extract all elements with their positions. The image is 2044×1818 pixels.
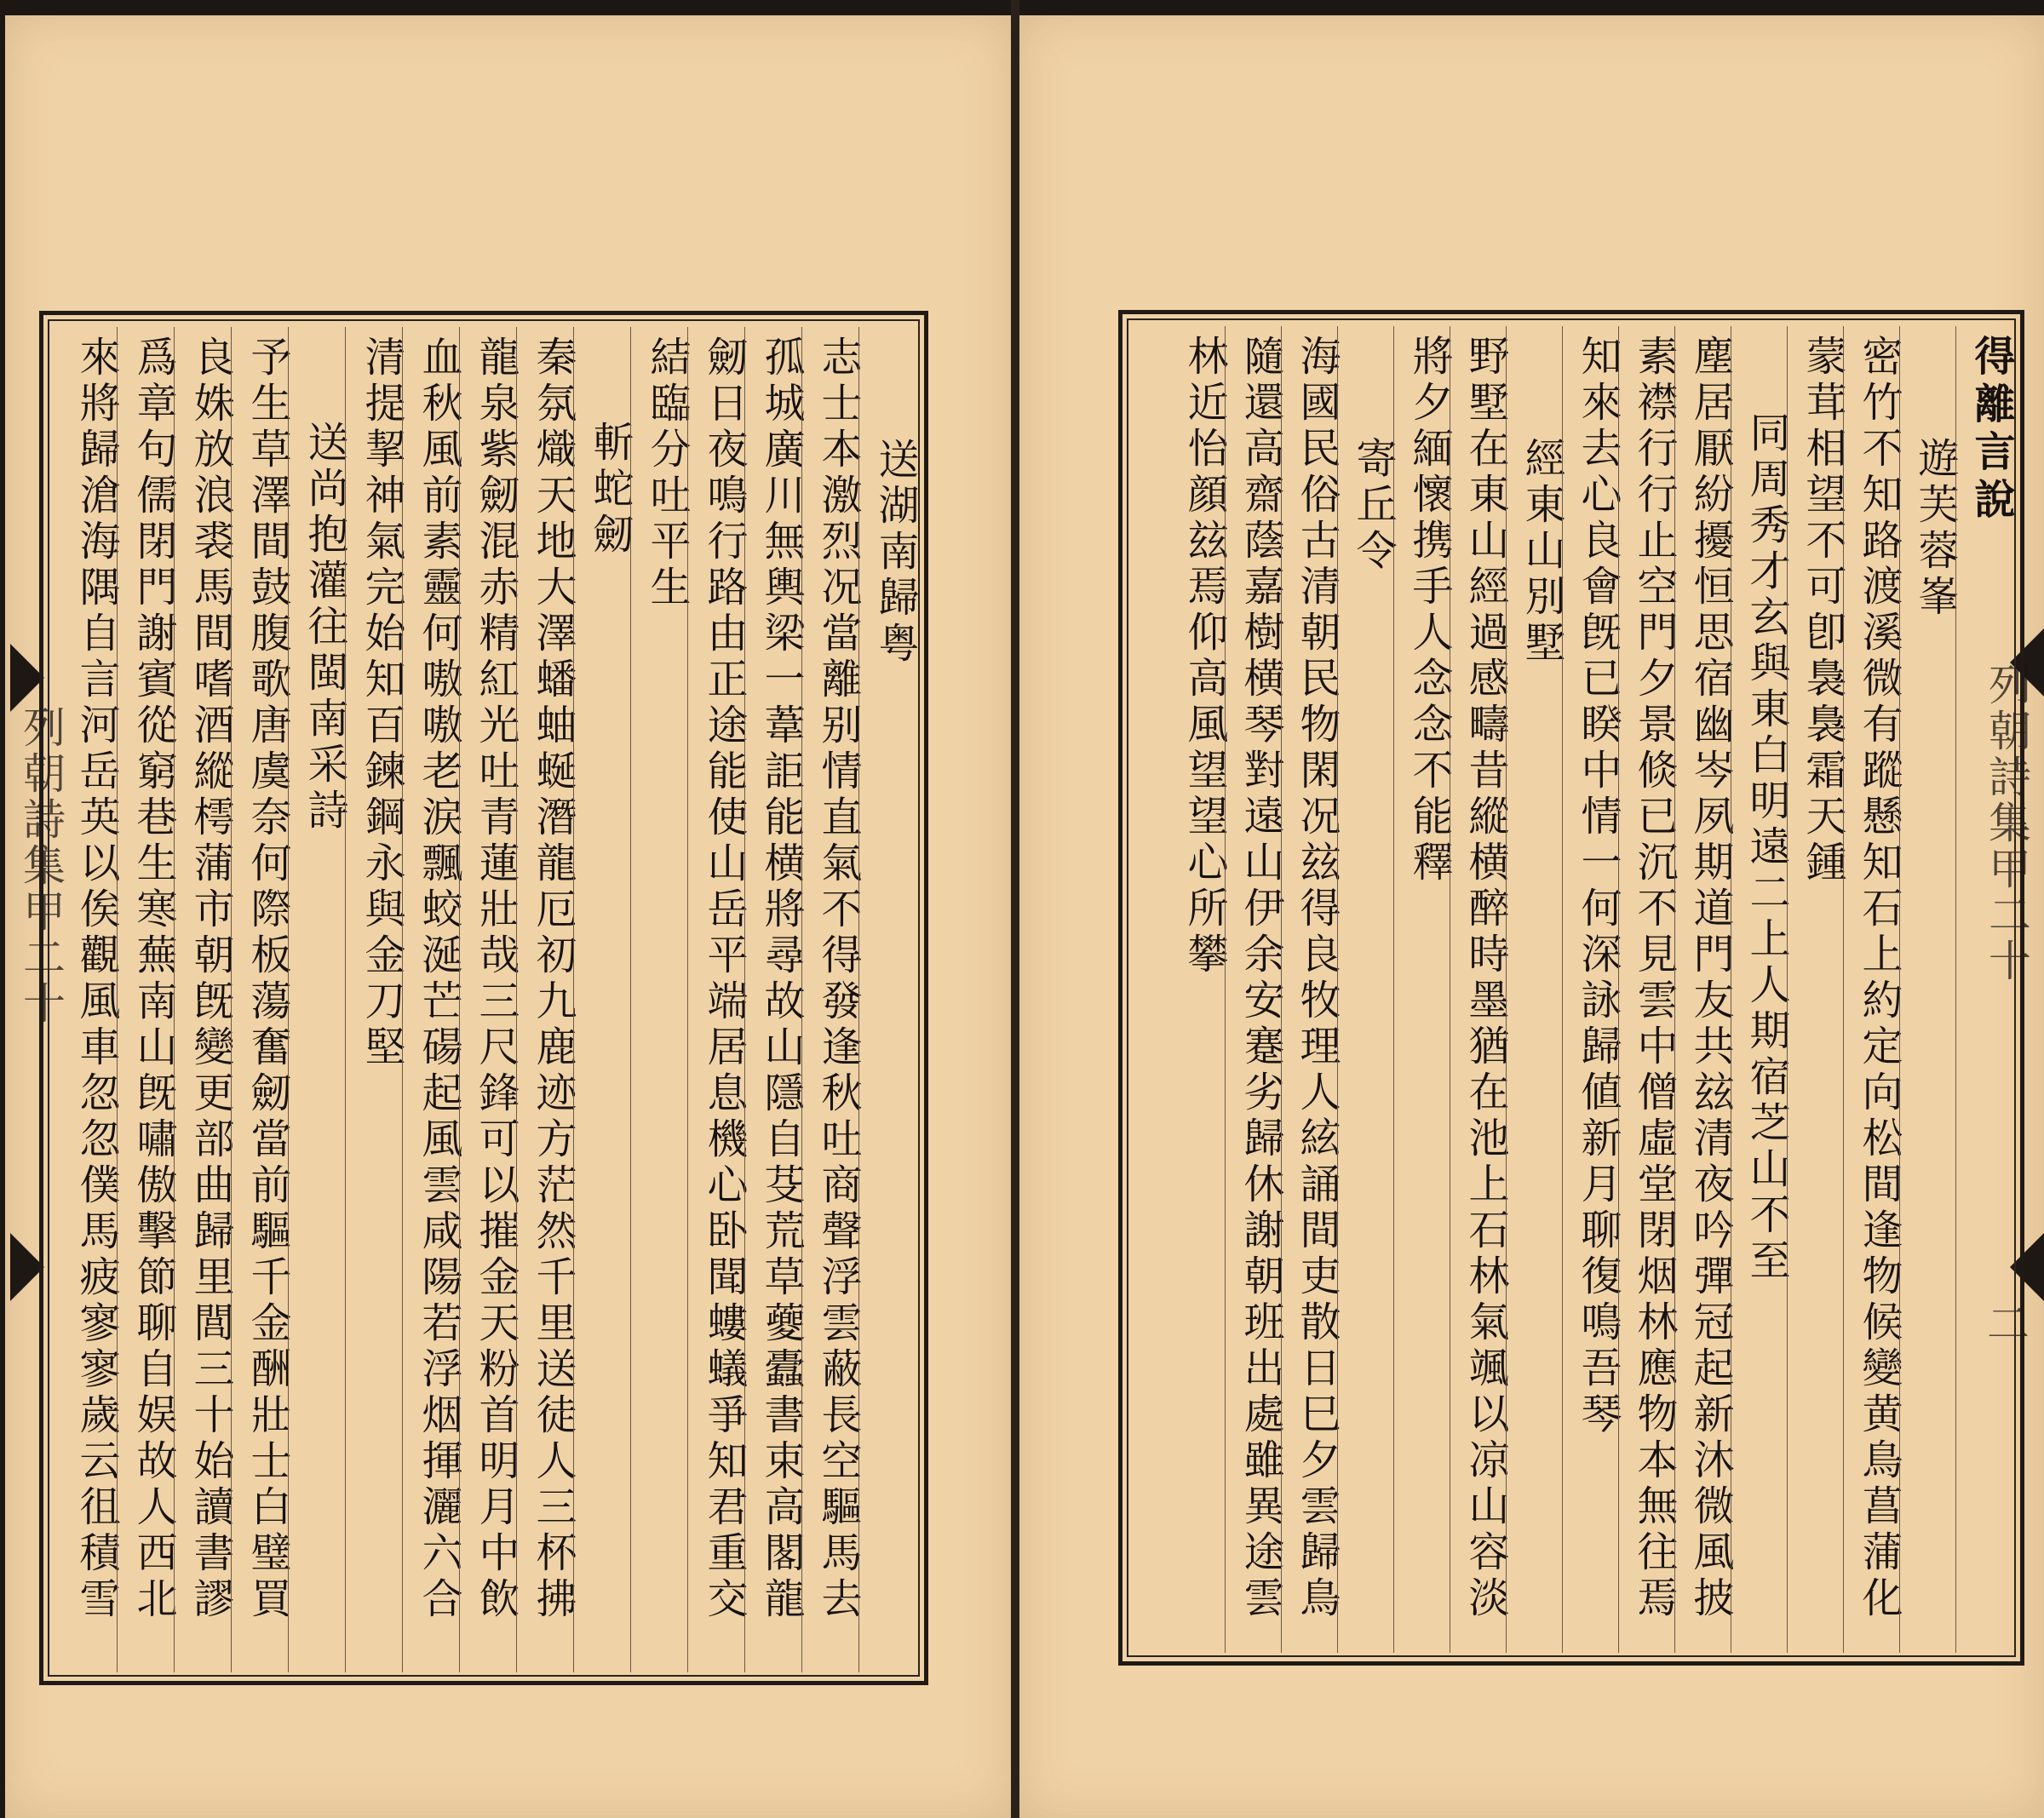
column-text: 清提挈神氣完始知百鍊鋼永與金刀堅 (358, 335, 405, 1071)
column-text: 劒日夜鳴行路由正途能使山岳平端居息機心卧聞螻蟻爭知君重交 (700, 335, 748, 1623)
column-text: 結臨分吐平生 (643, 335, 691, 611)
poem-title-column (1899, 326, 1959, 1653)
text-column (345, 327, 405, 1672)
column-text: 知來去心良會旣已睽中情一何深詠歸値新月聊復鳴吾琴 (1574, 335, 1622, 1438)
text-column (1281, 326, 1341, 1653)
text-column (1450, 326, 1509, 1653)
column-text: 孤城廣川無輿梁一葦詎能横將尋故山隱自芟荒草䕫蠹書束高閣龍 (757, 335, 805, 1623)
column-text: 隨還高齋蔭嘉樹横琴對遠山伊余安蹇劣歸休謝朝班出處雖異途雲 (1237, 335, 1284, 1622)
left-text-block (39, 311, 928, 1685)
left-columns (52, 327, 919, 1672)
text-column (1843, 326, 1903, 1653)
column-text: 血秋風前素靈何嗷嗷老涙飄蛟涎芒碭起風雲咸陽若浮烟揮灑六合 (415, 335, 462, 1623)
column-text: 龍泉紫劒混赤精紅光吐青蓮壯哉三尺鋒可以摧金天粉首明月中飲 (472, 335, 520, 1623)
text-column (687, 327, 748, 1672)
left-page-edge-label: 列朝詩集甲二十 (16, 705, 66, 1027)
left-page (5, 15, 1011, 1818)
column-text: 素襟行行止空門夕景倐已沉不見雲中僧虛堂閉烟林應物本無往焉 (1630, 335, 1678, 1622)
right-columns (1131, 326, 2015, 1653)
column-text: 塵居厭紛擾恒思宿幽岑夙期道門友共玆清夜吟彈冠起新沐微風披 (1686, 335, 1734, 1622)
column-text: 秦氛熾天地大澤蟠蚰蜒潛龍厄初九鹿迹方茫然千里送徒人三杯拂 (529, 335, 577, 1623)
column-text: 寄丘令 (1349, 437, 1397, 575)
text-column (117, 327, 177, 1672)
column-text: 得離言說 (1967, 335, 2015, 525)
text-column (1225, 326, 1284, 1653)
text-column (516, 327, 577, 1672)
column-text: 斬蛇劒 (586, 421, 634, 559)
column-text: 蒙茸相望不可卽裊裊霜天鍾 (1799, 335, 1846, 886)
text-column (1393, 326, 1453, 1653)
column-text: 良姝放浪裘馬間嗜酒縱樗蒲市朝旣變更部曲歸里閭三十始讀書謬 (187, 335, 234, 1623)
scan-top-edge (0, 0, 2044, 15)
poem-title-column (1337, 326, 1397, 1653)
column-text: 志士本激烈况當離别情直氣不得發逢秋吐商聲浮雲蔽長空驅馬去 (814, 335, 862, 1623)
text-column (402, 327, 462, 1672)
text-column (231, 327, 291, 1672)
right-page-number: 二 (1980, 1301, 2030, 1347)
poem-title-column (573, 327, 634, 1672)
column-text: 爲章句儒閉門謝賓從窮巷生寒蕪南山旣嘯傲擊節聊自娱故人西北 (129, 335, 177, 1623)
text-column (1562, 326, 1622, 1653)
poem-title-column (858, 327, 919, 1672)
text-column (1618, 326, 1678, 1653)
right-page-edge-label: 列朝詩集甲二十 (1982, 662, 2031, 984)
text-column (1674, 326, 1734, 1653)
text-column (1787, 326, 1846, 1653)
poem-title-column (1731, 326, 1790, 1653)
text-column (630, 327, 691, 1672)
column-text: 送湖南歸粤 (871, 438, 919, 668)
poem-title-column (1506, 326, 1565, 1653)
column-text: 來將歸滄海隅自言河岳英以俟觀風車忽忽僕馬疲寥寥歲云徂積雪 (72, 335, 120, 1623)
column-text: 林近怡顔玆焉仰高風望望心所攀 (1180, 335, 1228, 978)
column-text: 海國民俗古清朝民物閑况玆得良牧理人絃誦間吏散日巳夕雲歸鳥 (1293, 335, 1341, 1622)
column-text: 同周秀才玄與東白明遠二上人期宿芝山不至 (1743, 411, 1790, 1285)
poem-title-column (1955, 326, 2015, 1653)
text-column (744, 327, 805, 1672)
column-text: 經東山別墅 (1518, 437, 1565, 667)
column-text: 野墅在東山經過感疇昔縱横醉時墨猶在池上石林氣颯以凉山容淡 (1461, 335, 1509, 1622)
text-column (60, 327, 120, 1672)
book-gutter (1011, 0, 1019, 1818)
column-text: 密竹不知路渡溪微有蹤懸知石上約定向松間逢物候變黄鳥菖蒲化 (1855, 335, 1903, 1622)
text-column (801, 327, 862, 1672)
right-page (1019, 15, 2044, 1818)
column-text: 送尚抱灌往閩南采詩 (301, 421, 348, 834)
right-text-block (1118, 310, 2024, 1666)
column-text: 予生草澤間鼓腹歌唐虞奈何際板蕩奮劒當前驅千金酬壯士白璧買 (244, 335, 291, 1623)
text-column (174, 327, 234, 1672)
text-column (459, 327, 520, 1672)
poem-title-column (288, 327, 348, 1672)
column-text: 將夕緬懷携手人念念不能釋 (1405, 335, 1453, 886)
column-text: 遊芙蓉峯 (1911, 437, 1959, 621)
text-column (1168, 326, 1228, 1653)
